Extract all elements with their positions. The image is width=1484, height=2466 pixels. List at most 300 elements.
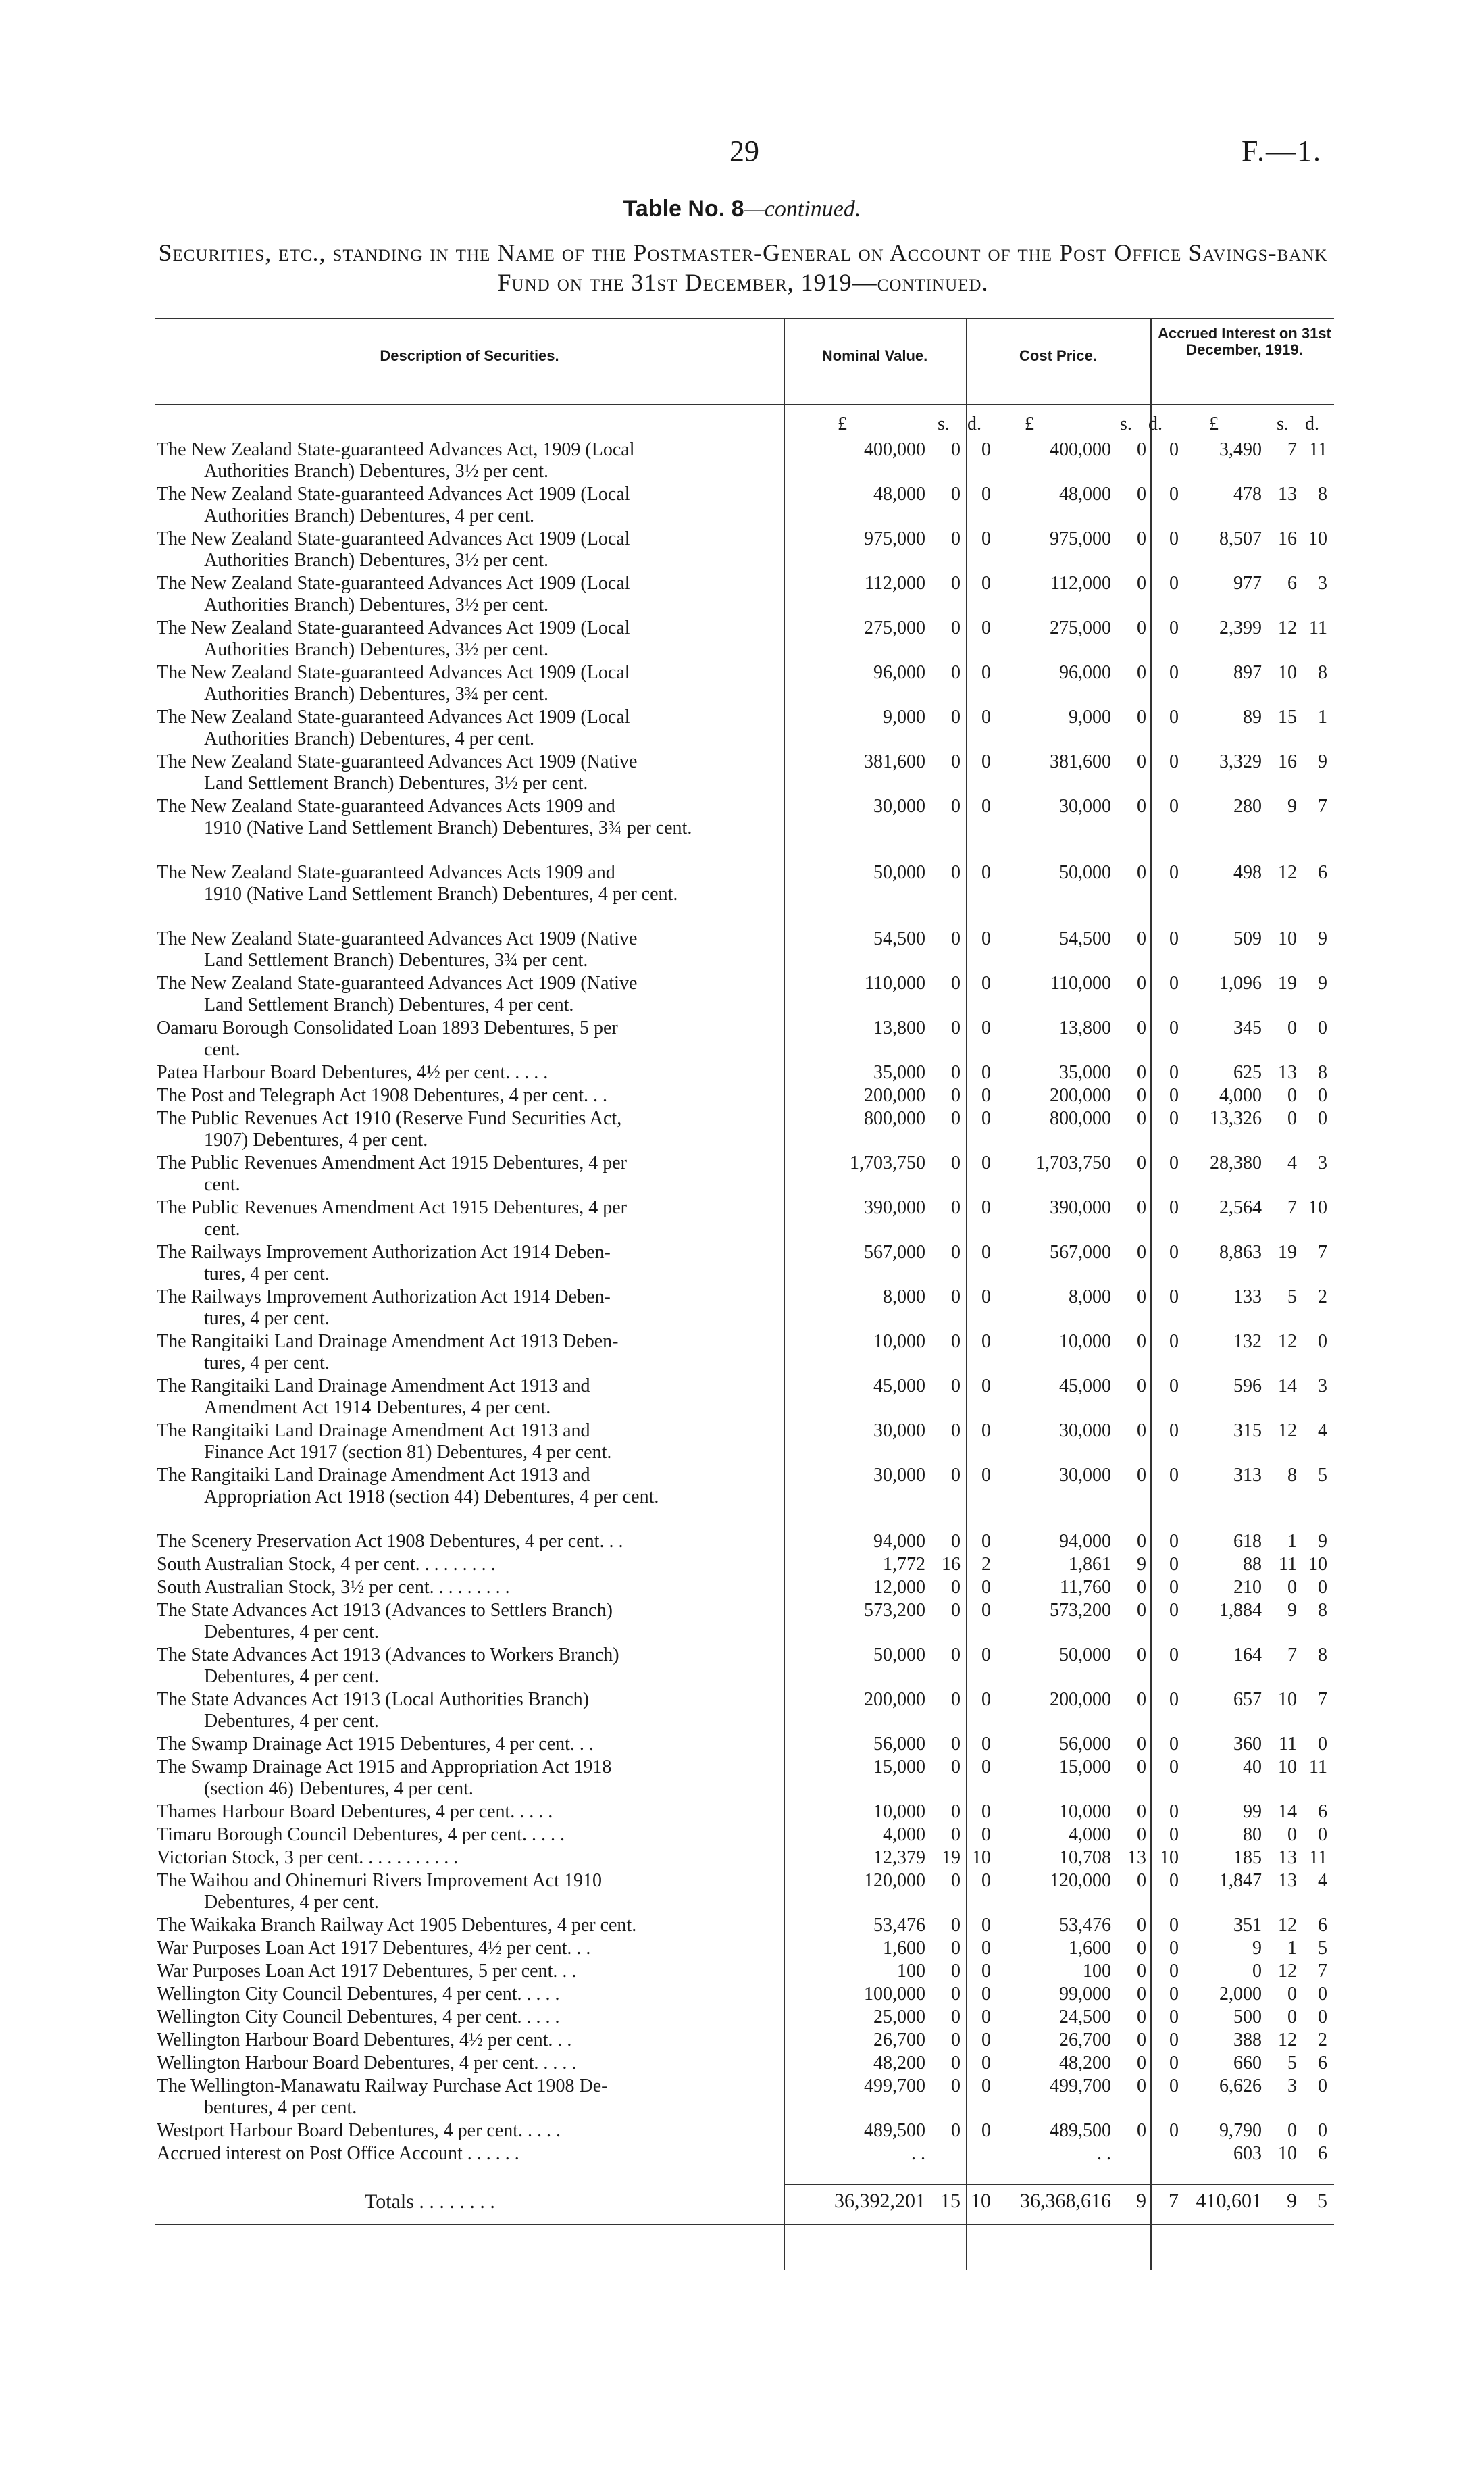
- interest-pence: 8: [1318, 1062, 1327, 1083]
- description-line-2: Debentures, 4 per cent.: [204, 1892, 379, 1913]
- interest-pence: 1: [1318, 707, 1327, 728]
- cost-pence: 0: [1169, 2120, 1179, 2141]
- nominal-pence: 0: [981, 439, 991, 460]
- totals-label: Totals . . . . . . . .: [365, 2190, 495, 2213]
- cost-pence: 0: [1169, 528, 1179, 549]
- column-header-cost: Cost Price.: [1019, 347, 1097, 364]
- interest-pounds: 618: [1233, 1531, 1262, 1552]
- table-title-suffix: —continued.: [744, 197, 861, 222]
- column-header-nominal: Nominal Value.: [821, 347, 928, 364]
- nominal-shillings: 0: [951, 1531, 961, 1552]
- security-description: [157, 528, 765, 572]
- nominal-shillings: 0: [951, 1757, 961, 1778]
- nominal-shillings: 0: [951, 484, 961, 505]
- cost-pounds: 112,000: [1050, 573, 1111, 594]
- nominal-pounds: 48,000: [873, 484, 925, 505]
- cost-shillings: 0: [1137, 1600, 1146, 1621]
- nominal-pence: 0: [981, 1153, 991, 1174]
- nominal-pounds: 48,200: [873, 2053, 925, 2073]
- cost-pence: 0: [1169, 1062, 1179, 1083]
- interest-pounds: 28,380: [1210, 1153, 1262, 1174]
- nominal-pence: 0: [981, 1870, 991, 1891]
- description-line-1: Victorian Stock, 3 per cent. . . . . . . . . . .: [157, 1847, 459, 1868]
- cost-shillings: 0: [1137, 2120, 1146, 2141]
- description-line-2: Land Settlement Branch) Debentures, 3½ per cent.: [204, 773, 588, 794]
- nominal-pence: 0: [981, 1286, 991, 1307]
- interest-pence: 8: [1318, 662, 1327, 683]
- description-line-1: War Purposes Loan Act 1917 Debentures, 5 per cent. . .: [157, 1961, 577, 1982]
- description-line-2: bentures, 4 per cent.: [204, 2097, 357, 2118]
- interest-pence: 0: [1318, 2120, 1327, 2141]
- description-line-2: Debentures, 4 per cent.: [204, 1666, 379, 1687]
- cost-shillings: 0: [1137, 1757, 1146, 1778]
- security-description: [157, 1153, 765, 1196]
- interest-shillings: 16: [1278, 528, 1297, 549]
- nominal-pounds: 50,000: [873, 862, 925, 883]
- interest-shillings: 3: [1287, 2075, 1297, 2096]
- nominal-shillings: 0: [951, 662, 961, 683]
- nominal-shillings: 16: [942, 1554, 961, 1575]
- cost-pence: 0: [1169, 1961, 1179, 1982]
- nominal-shillings: 0: [951, 1085, 961, 1106]
- cost-pence: 0: [1169, 1085, 1179, 1106]
- nominal-pence: 0: [981, 484, 991, 505]
- nominal-pounds: 573,200: [864, 1600, 925, 1621]
- cost-shillings: 0: [1137, 1108, 1146, 1129]
- security-description: [157, 1801, 765, 1823]
- cost-pence: 0: [1169, 1331, 1179, 1352]
- cost-pounds: 10,000: [1059, 1801, 1111, 1822]
- cost-shillings: 0: [1137, 1420, 1146, 1441]
- security-description: [157, 2053, 765, 2074]
- nominal-pence: 0: [981, 973, 991, 994]
- interest-pounds: 2,564: [1219, 1197, 1262, 1218]
- interest-pounds: 897: [1233, 662, 1262, 683]
- interest-shillings: 9: [1287, 1600, 1297, 1621]
- description-line-1: The New Zealand State-guaranteed Advances Act 1909 (Native: [157, 928, 638, 949]
- nominal-pounds: 381,600: [864, 751, 925, 772]
- cost-shillings: 0: [1137, 1017, 1146, 1038]
- interest-pounds: 1,847: [1219, 1870, 1262, 1891]
- nominal-pounds: 13,800: [873, 1017, 925, 1038]
- interest-pounds: 9,790: [1219, 2120, 1262, 2141]
- nominal-shillings: 0: [951, 1689, 961, 1710]
- interest-pence: 6: [1318, 1801, 1327, 1822]
- security-description: [157, 707, 765, 750]
- cost-pounds: 800,000: [1050, 1108, 1111, 1129]
- nominal-pounds: 100,000: [864, 1984, 925, 2005]
- cost-shillings: 0: [1137, 662, 1146, 683]
- security-description: [157, 1331, 765, 1374]
- interest-shillings: 12: [1278, 618, 1297, 638]
- cost-pounds: 8,000: [1069, 1286, 1111, 1307]
- nominal-pounds: 30,000: [873, 796, 925, 817]
- interest-shillings: 0: [1287, 1108, 1297, 1129]
- cost-pounds: 200,000: [1050, 1689, 1111, 1710]
- interest-shillings: 11: [1279, 1734, 1297, 1755]
- cost-shillings: 0: [1137, 439, 1146, 460]
- description-line-2: Debentures, 4 per cent.: [204, 1711, 379, 1732]
- security-description: [157, 1085, 765, 1107]
- nominal-pence: 0: [981, 1915, 991, 1936]
- security-description: [157, 2075, 765, 2119]
- cost-shillings: 0: [1137, 1938, 1146, 1959]
- interest-pence: 10: [1308, 1554, 1327, 1575]
- description-line-2: tures, 4 per cent.: [204, 1308, 330, 1329]
- cost-shillings: 0: [1137, 1531, 1146, 1552]
- cost-pounds: 110,000: [1050, 973, 1111, 994]
- cost-shillings: 0: [1137, 928, 1146, 949]
- nominal-shillings: 0: [951, 1420, 961, 1441]
- cost-pounds: 120,000: [1050, 1870, 1111, 1891]
- nominal-pence: 0: [981, 1689, 991, 1710]
- cost-pence: 0: [1169, 1153, 1179, 1174]
- security-description: [157, 2007, 765, 2028]
- nominal-shillings: 0: [951, 1734, 961, 1755]
- security-description: [157, 573, 765, 616]
- interest-pounds: 4,000: [1219, 1085, 1262, 1106]
- cost-pence: 0: [1169, 1465, 1179, 1486]
- cost-shillings: 0: [1137, 2075, 1146, 2096]
- cost-pence: 10: [1160, 1847, 1179, 1868]
- nominal-pounds: . .: [911, 2143, 925, 2164]
- nominal-pence: 0: [981, 1197, 991, 1218]
- description-line-1: The New Zealand State-guaranteed Advances Act 1909 (Local: [157, 662, 630, 683]
- cost-pence: 0: [1169, 751, 1179, 772]
- interest-shillings: 10: [1278, 2143, 1297, 2164]
- nominal-shillings: 0: [951, 1915, 961, 1936]
- description-line-1: The Public Revenues Amendment Act 1915 Debentures, 4 per: [157, 1153, 627, 1174]
- description-line-2: Authorities Branch) Debentures, 3½ per cent.: [204, 595, 549, 615]
- cost-pounds: 1,600: [1069, 1938, 1111, 1959]
- unit-pound-cost: £: [1025, 413, 1034, 434]
- cost-pounds: 48,200: [1059, 2053, 1111, 2073]
- cost-pence: 0: [1169, 1938, 1179, 1959]
- cost-shillings: 9: [1137, 1554, 1146, 1575]
- interest-shillings: 13: [1278, 1870, 1297, 1891]
- nominal-pence: 0: [981, 1531, 991, 1552]
- security-description: [157, 1847, 765, 1869]
- nominal-shillings: 0: [951, 1331, 961, 1352]
- nominal-pounds: 390,000: [864, 1197, 925, 1218]
- security-description: [157, 1689, 765, 1732]
- description-line-1: Wellington Harbour Board Debentures, 4½ per cent. . .: [157, 2030, 572, 2050]
- security-description: [157, 1644, 765, 1688]
- cost-shillings: 13: [1127, 1847, 1146, 1868]
- interest-shillings: 6: [1287, 573, 1297, 594]
- security-description: [157, 2030, 765, 2051]
- nominal-pounds: 25,000: [873, 2007, 925, 2028]
- cost-pounds: 24,500: [1059, 2007, 1111, 2028]
- interest-pounds: 280: [1233, 796, 1262, 817]
- nominal-shillings: 0: [951, 1017, 961, 1038]
- cost-pounds: 30,000: [1059, 1420, 1111, 1441]
- cost-pounds: . .: [1097, 2143, 1111, 2164]
- interest-shillings: 8: [1287, 1465, 1297, 1486]
- nominal-shillings: 0: [951, 928, 961, 949]
- cost-pence: 0: [1169, 439, 1179, 460]
- description-line-2: Authorities Branch) Debentures, 3½ per cent.: [204, 461, 549, 482]
- interest-shillings: 5: [1287, 2053, 1297, 2073]
- interest-pounds: 9: [1252, 1938, 1262, 1959]
- interest-pence: 0: [1318, 2007, 1327, 2028]
- cost-shillings: 0: [1137, 528, 1146, 549]
- nominal-shillings: 0: [951, 1242, 961, 1263]
- description-line-1: The State Advances Act 1913 (Advances to Workers Branch): [157, 1644, 619, 1665]
- cost-shillings: 0: [1137, 973, 1146, 994]
- document-reference: F.—1.: [1242, 134, 1322, 168]
- cost-shillings: 0: [1137, 1644, 1146, 1665]
- interest-pounds: 657: [1233, 1689, 1262, 1710]
- description-line-2: Appropriation Act 1918 (section 44) Debentures, 4 per cent.: [204, 1486, 659, 1507]
- nominal-pence: 2: [981, 1554, 991, 1575]
- interest-pence: 2: [1318, 2030, 1327, 2050]
- interest-shillings: 12: [1278, 1331, 1297, 1352]
- security-description: [157, 796, 765, 839]
- description-line-2: Authorities Branch) Debentures, 3½ per cent.: [204, 550, 549, 571]
- cost-pounds: 13,800: [1059, 1017, 1111, 1038]
- cost-pence: 0: [1169, 1108, 1179, 1129]
- cost-pounds: 499,700: [1050, 2075, 1111, 2096]
- cost-pence: 0: [1169, 1644, 1179, 1665]
- interest-pence: 7: [1318, 1961, 1327, 1982]
- cost-pounds: 94,000: [1059, 1531, 1111, 1552]
- security-description: [157, 928, 765, 972]
- description-line-2: 1910 (Native Land Settlement Branch) Debentures, 3¾ per cent.: [204, 817, 692, 838]
- interest-pounds: 185: [1233, 1847, 1262, 1868]
- interest-pence: 9: [1318, 973, 1327, 994]
- nominal-shillings: 0: [951, 973, 961, 994]
- cost-pounds: 99,000: [1059, 1984, 1111, 2005]
- security-description: [157, 1915, 765, 1936]
- cost-pence: 0: [1169, 1801, 1179, 1822]
- security-description: [157, 1984, 765, 2005]
- totals-interest-pence: 5: [1317, 2190, 1327, 2212]
- interest-pence: 11: [1309, 1757, 1327, 1778]
- cost-pence: 0: [1169, 1577, 1179, 1598]
- nominal-pence: 0: [981, 1465, 991, 1486]
- interest-pence: 0: [1318, 1085, 1327, 1106]
- interest-pounds: 1,884: [1219, 1600, 1262, 1621]
- nominal-pounds: 8,000: [883, 1286, 925, 1307]
- description-line-2: Authorities Branch) Debentures, 3½ per cent.: [204, 639, 549, 660]
- header-bottom-rule: [155, 404, 1334, 405]
- interest-pounds: 133: [1233, 1286, 1262, 1307]
- nominal-pounds: 45,000: [873, 1376, 925, 1396]
- table-title-main: Table No. 8: [623, 196, 744, 222]
- cost-pence: 0: [1169, 2030, 1179, 2050]
- description-line-1: The Rangitaiki Land Drainage Amendment Act 1913 and: [157, 1420, 590, 1441]
- interest-pence: 8: [1318, 1600, 1327, 1621]
- description-line-1: Wellington Harbour Board Debentures, 4 per cent. . . . .: [157, 2053, 577, 2073]
- nominal-pounds: 1,703,750: [850, 1153, 925, 1174]
- security-description: [157, 662, 765, 705]
- nominal-pounds: 489,500: [864, 2120, 925, 2141]
- nominal-pounds: 10,000: [873, 1801, 925, 1822]
- nominal-shillings: 19: [942, 1847, 961, 1868]
- nominal-pounds: 567,000: [864, 1242, 925, 1263]
- description-line-2: Finance Act 1917 (section 81) Debentures, 4 per cent.: [204, 1442, 612, 1463]
- description-line-2: tures, 4 per cent.: [204, 1353, 330, 1374]
- unit-d-interest: d.: [1305, 413, 1319, 434]
- interest-pounds: 345: [1233, 1017, 1262, 1038]
- description-line-1: The Railways Improvement Authorization Act 1914 Deben-: [157, 1242, 611, 1263]
- cost-shillings: 0: [1137, 1197, 1146, 1218]
- nominal-shillings: 0: [951, 1577, 961, 1598]
- nominal-pence: 0: [981, 1062, 991, 1083]
- cost-pence: 0: [1169, 2053, 1179, 2073]
- interest-pence: 5: [1318, 1465, 1327, 1486]
- totals-nominal-shillings: 15: [940, 2190, 961, 2212]
- nominal-shillings: 0: [951, 1286, 961, 1307]
- description-line-1: The New Zealand State-guaranteed Advances Act, 1909 (Local: [157, 439, 635, 460]
- interest-pounds: 132: [1233, 1331, 1262, 1352]
- nominal-shillings: 0: [951, 2030, 961, 2050]
- nominal-shillings: 0: [951, 1376, 961, 1396]
- security-description: [157, 2143, 765, 2165]
- cost-shillings: 0: [1137, 1824, 1146, 1845]
- nominal-pounds: 53,476: [873, 1915, 925, 1936]
- cost-pence: 0: [1169, 1689, 1179, 1710]
- description-line-1: The State Advances Act 1913 (Advances to Settlers Branch): [157, 1600, 613, 1621]
- cost-pence: 0: [1169, 1757, 1179, 1778]
- description-line-1: Accrued interest on Post Office Account . . . . . .: [157, 2143, 519, 2164]
- interest-shillings: 16: [1278, 751, 1297, 772]
- interest-pounds: 88: [1243, 1554, 1262, 1575]
- interest-pounds: 89: [1243, 707, 1262, 728]
- interest-pence: 0: [1318, 1577, 1327, 1598]
- interest-shillings: 10: [1278, 1757, 1297, 1778]
- nominal-pounds: 975,000: [864, 528, 925, 549]
- interest-shillings: 5: [1287, 1286, 1297, 1307]
- interest-shillings: 15: [1278, 707, 1297, 728]
- nominal-pence: 0: [981, 1938, 991, 1959]
- description-line-1: The Wellington-Manawatu Railway Purchase Act 1908 De-: [157, 2075, 608, 2096]
- interest-pounds: 8,507: [1219, 528, 1262, 549]
- interest-pence: 10: [1308, 1197, 1327, 1218]
- description-line-1: The Rangitaiki Land Drainage Amendment Act 1913 and: [157, 1465, 590, 1486]
- security-description: [157, 862, 765, 905]
- nominal-pence: 0: [981, 662, 991, 683]
- totals-nominal-pence: 10: [971, 2190, 991, 2212]
- cost-pounds: 48,000: [1059, 484, 1111, 505]
- description-line-1: Patea Harbour Board Debentures, 4½ per cent. . . . .: [157, 1062, 548, 1083]
- nominal-pounds: 1,772: [883, 1554, 925, 1575]
- description-line-2: cent.: [204, 1219, 240, 1240]
- interest-pounds: 500: [1233, 2007, 1262, 2028]
- totals-cost-pounds: 36,368,616: [1020, 2190, 1111, 2212]
- nominal-pence: 0: [981, 1984, 991, 2005]
- interest-pence: 0: [1318, 1984, 1327, 2005]
- nominal-pounds: 275,000: [864, 618, 925, 638]
- description-line-1: The New Zealand State-guaranteed Advances Acts 1909 and: [157, 796, 615, 817]
- cost-pounds: 1,861: [1069, 1554, 1111, 1575]
- cost-shillings: 0: [1137, 1870, 1146, 1891]
- interest-shillings: 1: [1287, 1938, 1297, 1959]
- bottom-rule: [155, 2224, 1334, 2225]
- cost-pence: 0: [1169, 1531, 1179, 1552]
- cost-pounds: 275,000: [1050, 618, 1111, 638]
- nominal-shillings: 0: [951, 1801, 961, 1822]
- security-description: [157, 1577, 765, 1599]
- interest-pence: 0: [1318, 2075, 1327, 2096]
- nominal-pounds: 12,379: [873, 1847, 925, 1868]
- nominal-pence: 0: [981, 1376, 991, 1396]
- security-description: [157, 1938, 765, 1959]
- description-line-1: The New Zealand State-guaranteed Advances Act 1909 (Native: [157, 751, 638, 772]
- security-description: [157, 973, 765, 1016]
- totals-cost-pence: 7: [1169, 2190, 1179, 2212]
- nominal-pounds: 400,000: [864, 439, 925, 460]
- cost-shillings: 0: [1137, 2053, 1146, 2073]
- cost-pounds: 54,500: [1059, 928, 1111, 949]
- interest-pounds: 660: [1233, 2053, 1262, 2073]
- description-line-2: Debentures, 4 per cent.: [204, 1621, 379, 1642]
- cost-pounds: 35,000: [1059, 1062, 1111, 1083]
- cost-shillings: 0: [1137, 1465, 1146, 1486]
- nominal-shillings: 0: [951, 751, 961, 772]
- nominal-pence: 0: [981, 1242, 991, 1263]
- cost-pence: 0: [1169, 662, 1179, 683]
- cost-shillings: 0: [1137, 1734, 1146, 1755]
- description-line-1: The Rangitaiki Land Drainage Amendment Act 1913 and: [157, 1376, 590, 1396]
- description-line-1: Westport Harbour Board Debentures, 4 per cent. . . . .: [157, 2120, 561, 2141]
- interest-pence: 4: [1318, 1870, 1327, 1891]
- cost-pence: 0: [1169, 1286, 1179, 1307]
- cost-pounds: 30,000: [1059, 1465, 1111, 1486]
- nominal-shillings: 0: [951, 1600, 961, 1621]
- interest-pence: 6: [1318, 862, 1327, 883]
- description-line-1: The Scenery Preservation Act 1908 Debentures, 4 per cent. . .: [157, 1531, 623, 1552]
- cost-pounds: 400,000: [1050, 439, 1111, 460]
- nominal-pence: 0: [981, 528, 991, 549]
- nominal-shillings: 0: [951, 1938, 961, 1959]
- table-title: [0, 196, 1484, 222]
- nominal-pence: 0: [981, 1757, 991, 1778]
- cost-pence: 0: [1169, 484, 1179, 505]
- unit-d-cost: d.: [1148, 413, 1162, 434]
- interest-pence: 7: [1318, 1689, 1327, 1710]
- interest-pounds: 80: [1243, 1824, 1262, 1845]
- unit-s-nominal: s.: [938, 413, 950, 434]
- nominal-pounds: 800,000: [864, 1108, 925, 1129]
- security-description: [157, 1734, 765, 1755]
- nominal-pence: 10: [972, 1847, 991, 1868]
- interest-shillings: 0: [1287, 2007, 1297, 2028]
- interest-pence: 0: [1318, 1824, 1327, 1845]
- cost-pence: 0: [1169, 1554, 1179, 1575]
- totals-interest-shillings: 9: [1287, 2190, 1297, 2212]
- nominal-pence: 0: [981, 1420, 991, 1441]
- description-line-1: The Waikaka Branch Railway Act 1905 Debentures, 4 per cent.: [157, 1915, 637, 1936]
- interest-pence: 9: [1318, 928, 1327, 949]
- interest-shillings: 13: [1278, 1062, 1297, 1083]
- interest-pounds: 603: [1233, 2143, 1262, 2164]
- interest-shillings: 4: [1287, 1153, 1297, 1174]
- interest-shillings: 12: [1278, 862, 1297, 883]
- security-description: [157, 1197, 765, 1240]
- nominal-pounds: 30,000: [873, 1420, 925, 1441]
- security-description: [157, 1757, 765, 1800]
- cost-shillings: 0: [1137, 751, 1146, 772]
- cost-pence: 0: [1169, 1984, 1179, 2005]
- cost-pence: 0: [1169, 1915, 1179, 1936]
- security-description: [157, 1961, 765, 1982]
- interest-shillings: 1: [1287, 1531, 1297, 1552]
- interest-shillings: 0: [1287, 1984, 1297, 2005]
- cost-shillings: 0: [1137, 1689, 1146, 1710]
- cost-pounds: 53,476: [1059, 1915, 1111, 1936]
